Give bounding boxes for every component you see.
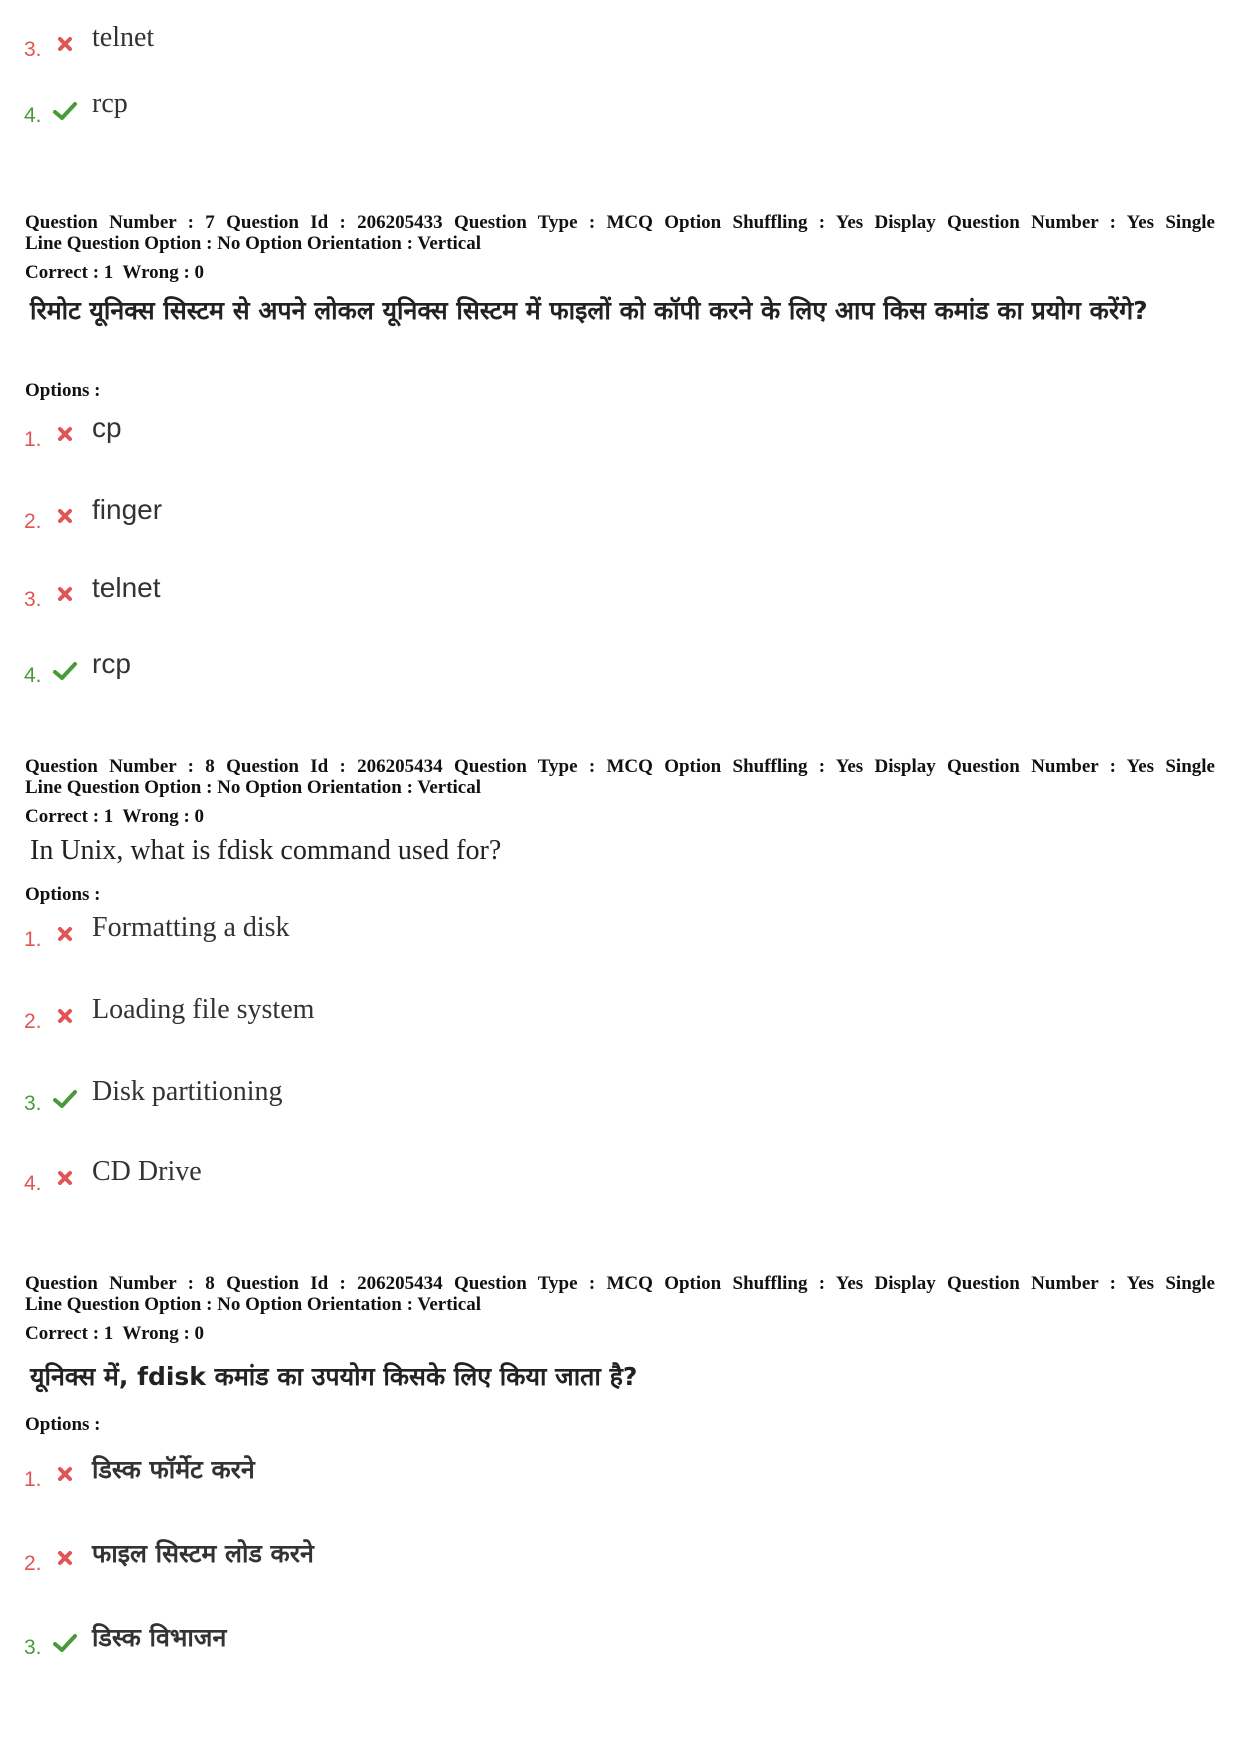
option-number: 2. [24,1552,42,1575]
option-number: 4. [24,1172,42,1195]
option-text: rcp [92,648,131,679]
option-row [0,412,1200,462]
option-row [0,494,1200,544]
option-row [0,1536,1200,1586]
cross-icon [52,922,78,948]
option-number: 3. [24,588,42,611]
option-number: 3. [24,1636,42,1659]
option-text: Formatting a disk [92,912,290,943]
options-label: Options : [25,380,101,401]
option-row [0,1452,1200,1502]
cross-icon [52,504,78,530]
option-row [0,648,1200,698]
cross-icon [52,1546,78,1572]
correct-wrong: Correct : 1 Wrong : 0 [25,262,205,283]
cross-icon [52,422,78,448]
option-text: Disk partitioning [92,1076,283,1107]
option-text: telnet [92,22,155,53]
question-meta [25,212,1215,254]
question-meta [25,1273,1215,1315]
cross-icon [52,1004,78,1030]
question-text: In Unix, what is fdisk command used for? [30,835,502,866]
option-text: CD Drive [92,1156,202,1187]
question-meta-line2: Line Question Option : No Option Orientation : Vertical [25,777,482,798]
option-number: 3. [24,38,42,61]
option-text: Loading file system [92,994,315,1025]
option-row [0,912,1200,962]
options-label: Options : [25,884,101,905]
option-number: 2. [24,510,42,533]
option-number: 4. [24,664,42,687]
correct-wrong: Correct : 1 Wrong : 0 [25,1323,205,1344]
cross-icon [52,1462,78,1488]
question-meta-line1: Question Number : 7 Question Id : 206205433 Question Type : MCQ Option Shuffling : Yes Display Question Number : Yes Single [25,212,1215,233]
question-text: रिमोट यूनिक्स सिस्टम से अपने लोकल यूनिक्स सिस्टम में फाइलों को कॉपी करने के लिए आप किस कमांड का प्रयोग करेंगे? [30,296,1148,325]
question-text: यूनिक्स में, fdisk कमांड का उपयोग किसके लिए किया जाता है? [30,1362,638,1391]
question-meta-line2: Line Question Option : No Option Orientation : Vertical [25,1294,482,1315]
option-text: डिस्क फॉर्मेट करने [92,1455,255,1484]
question-meta-line2: Line Question Option : No Option Orientation : Vertical [25,233,482,254]
check-icon [52,1086,78,1112]
option-row [0,572,1200,622]
option-row [0,1620,1200,1670]
correct-wrong: Correct : 1 Wrong : 0 [25,806,205,827]
option-number: 3. [24,1092,42,1115]
option-text: finger [92,494,163,525]
check-icon [52,658,78,684]
option-row [0,994,1200,1044]
option-row [0,22,1200,72]
cross-icon [52,1166,78,1192]
option-text: फाइल सिस्टम लोड करने [92,1539,314,1568]
option-row [0,88,1200,138]
option-text: डिस्क विभाजन [92,1623,227,1652]
option-number: 1. [24,1468,42,1491]
check-icon [52,1630,78,1656]
option-number: 1. [24,428,42,451]
option-row [0,1076,1200,1126]
option-number: 2. [24,1010,42,1033]
check-icon [52,98,78,124]
option-row [0,1156,1200,1206]
question-meta-line1: Question Number : 8 Question Id : 206205434 Question Type : MCQ Option Shuffling : Yes Display Question Number : Yes Single [25,1273,1215,1294]
question-meta-line1: Question Number : 8 Question Id : 206205434 Question Type : MCQ Option Shuffling : Yes Display Question Number : Yes Single [25,756,1215,777]
option-text: cp [92,412,122,443]
option-text: rcp [92,88,128,119]
option-text: telnet [92,572,161,603]
options-label: Options : [25,1414,101,1435]
cross-icon [52,582,78,608]
question-meta [25,756,1215,798]
cross-icon [52,32,78,58]
option-number: 4. [24,104,42,127]
option-number: 1. [24,928,42,951]
